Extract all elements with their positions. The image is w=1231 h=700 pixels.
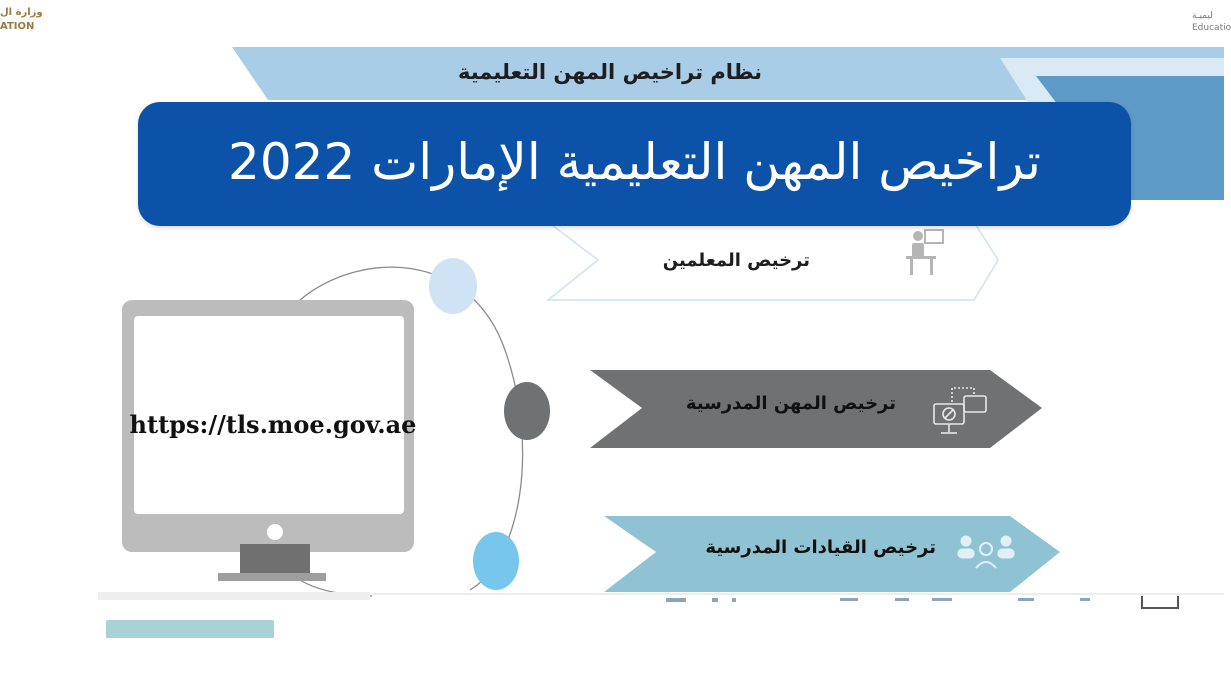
arc-dot-blue (473, 532, 519, 590)
monitor-illustration (122, 300, 414, 581)
monitor-base (218, 573, 326, 581)
arc-dot-gray (504, 382, 550, 440)
logo-left-line2: ATION (0, 21, 35, 32)
bottom-faint-marks (666, 598, 1090, 602)
bottom-right-bracket (1142, 596, 1178, 608)
portal-url[interactable]: https://tls.moe.gov.ae (129, 410, 417, 439)
logo-left-line1: وزارة ال (0, 7, 43, 18)
logo-right-line1: ليميـة (1192, 11, 1213, 21)
monitor-stand (240, 544, 310, 574)
arc-dot-light (429, 258, 477, 314)
license-school-professions-label[interactable]: ترخيص المهن المدرسية (685, 393, 896, 414)
logo-right-line2: Educatio (1192, 23, 1231, 33)
monitor-power-button (267, 524, 283, 540)
system-title: نظام تراخيص المهن التعليمية (457, 60, 763, 84)
banner-title: تراخيص المهن التعليمية الإمارات 2022 (228, 133, 1041, 191)
bottom-left-shadow (98, 592, 370, 600)
footer-bar (106, 620, 274, 638)
license-teachers-label[interactable]: ترخيص المعلمين (662, 250, 810, 271)
license-school-leadership-label[interactable]: ترخيص القيادات المدرسية (705, 537, 936, 558)
